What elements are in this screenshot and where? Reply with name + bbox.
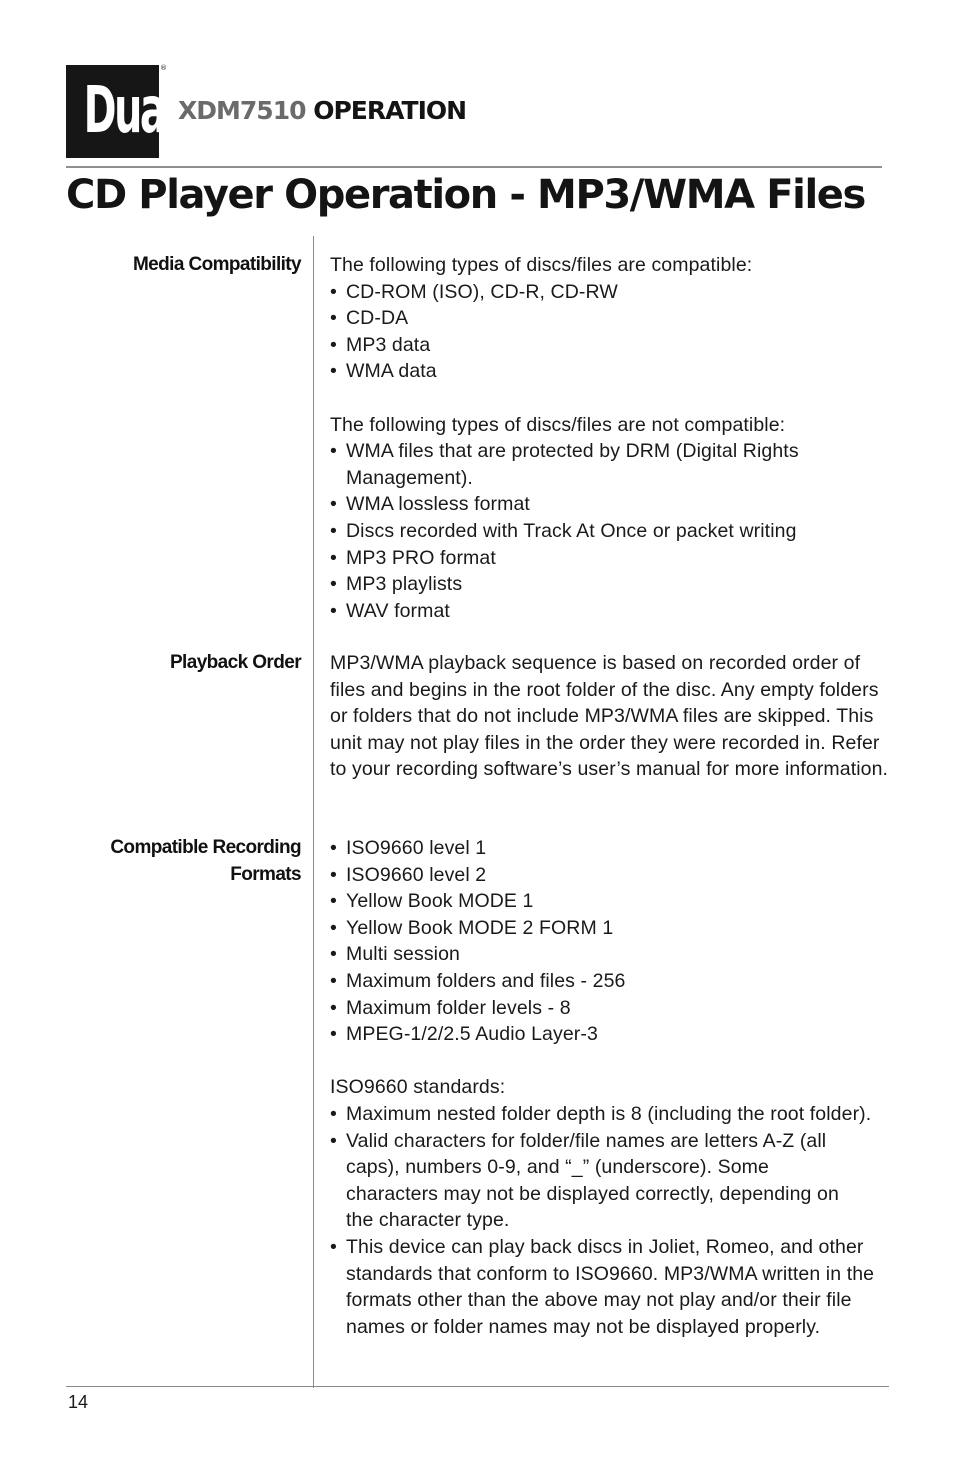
header-model: XDM7510 xyxy=(178,96,306,125)
section-playback-order xyxy=(330,650,900,783)
list-item: • Yellow Book MODE 2 FORM 1 xyxy=(330,915,905,942)
list-item: • MP3 data xyxy=(330,332,910,359)
list-item: • WMA files that are protected by DRM (Digital Rights Management). xyxy=(330,438,830,491)
label-line: Formats xyxy=(230,863,301,885)
list-item: • Yellow Book MODE 1 xyxy=(330,888,905,915)
list-item: • ISO9660 level 1 xyxy=(330,835,905,862)
header-section: OPERATION xyxy=(313,96,467,125)
header-title xyxy=(178,96,466,125)
section-recording-formats xyxy=(330,835,905,1340)
section-label-media-compatibility: Media Compatibility xyxy=(132,254,301,275)
registered-mark: ® xyxy=(160,64,167,72)
list-item: • Multi session xyxy=(330,941,905,968)
list-item: • CD-ROM (ISO), CD-R, CD-RW xyxy=(330,279,910,306)
list-item: • Maximum folders and files - 256 xyxy=(330,968,905,995)
page-title: CD Player Operation - MP3/WMA Files xyxy=(66,172,865,218)
column-divider xyxy=(313,236,314,1388)
footer-divider xyxy=(66,1386,889,1387)
section-label-recording-formats xyxy=(110,835,301,888)
dual-logo xyxy=(66,65,176,158)
list-item: • MP3 playlists xyxy=(330,571,830,598)
list-item: • WMA lossless format xyxy=(330,491,830,518)
playback-order-text: MP3/WMA playback sequence is based on recorded order of files and begins in the root folder of the disc. Any empty folders or folders that do not include MP3/WMA files are skipped. This unit may not play files in the order they were recorded in. Refer to your recording software’s user’s manual for more information. xyxy=(330,652,889,781)
list-item: • Discs recorded with Track At Once or packet writing xyxy=(330,518,830,545)
logo-text: Dual xyxy=(83,74,176,148)
list-item: • This device can play back discs in Joliet, Romeo, and other standards that conform to ISO9660. MP3/WMA written in the formats other than the above may not play and/or their file names or folder names may not be displayed properly. xyxy=(330,1234,896,1340)
page-number: 14 xyxy=(68,1392,89,1412)
formats-list xyxy=(330,835,905,1048)
section-label-playback-order: Playback Order xyxy=(169,652,301,673)
section-media-compatibility xyxy=(330,252,910,624)
label-line: Compatible Recording xyxy=(110,837,301,858)
list-item: • MP3 PRO format xyxy=(330,545,830,572)
list-item: • MPEG-1/2/2.5 Audio Layer-3 xyxy=(330,1021,905,1048)
list-item: • WMA data xyxy=(330,358,910,385)
compatible-list xyxy=(330,279,910,385)
list-item: • Maximum folder levels - 8 xyxy=(330,995,905,1022)
list-item: • WAV format xyxy=(330,598,830,625)
compatible-intro: The following types of discs/files are compatible: xyxy=(330,254,753,276)
list-item: • ISO9660 level 2 xyxy=(330,862,905,889)
list-item: • Maximum nested folder depth is 8 (including the root folder). xyxy=(330,1101,905,1128)
incompatible-list xyxy=(330,438,830,624)
standards-list xyxy=(330,1101,905,1340)
list-item: • CD-DA xyxy=(330,305,910,332)
list-item: • Valid characters for folder/file names are letters A-Z (all caps), numbers 0-9, and “_” (underscore). Some characters may not be displayed correctly, depending on the character type. xyxy=(330,1128,861,1234)
standards-intro: ISO9660 standards: xyxy=(330,1076,506,1099)
incompatible-intro: The following types of discs/files are not compatible: xyxy=(330,413,786,436)
